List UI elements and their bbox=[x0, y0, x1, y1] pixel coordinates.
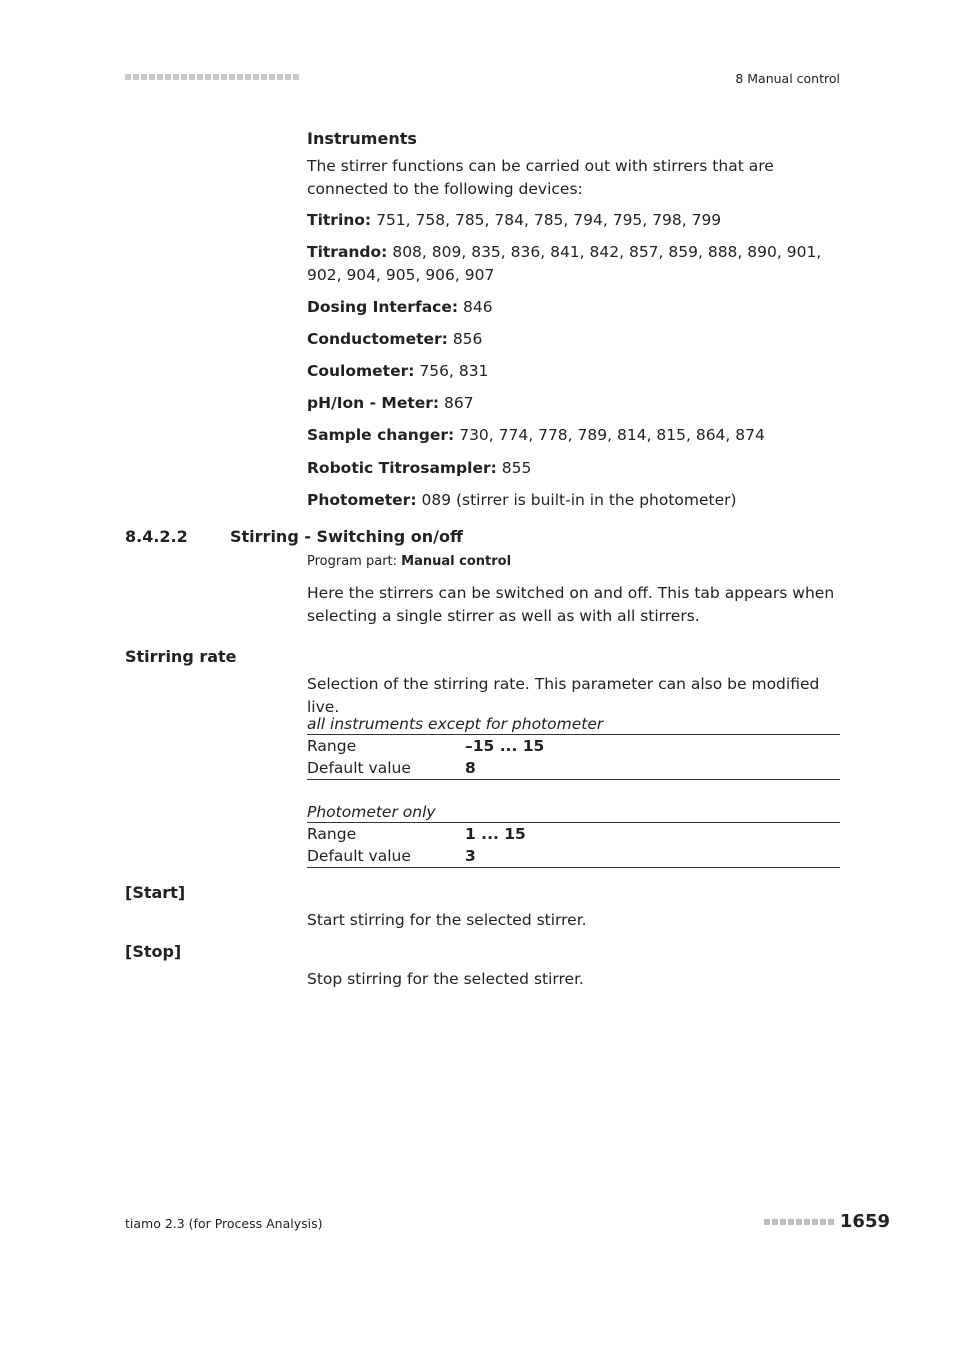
table-key: Default value bbox=[307, 847, 411, 865]
table-value: 8 bbox=[465, 759, 476, 777]
instruments-intro: The stirrer functions can be carried out with stirrers that are connected to the following devices: bbox=[307, 157, 774, 198]
header-decoration bbox=[125, 74, 299, 82]
device-item bbox=[307, 328, 840, 351]
device-item bbox=[307, 209, 840, 232]
device-value: 751, 758, 785, 784, 785, 794, 795, 798, 799 bbox=[376, 211, 722, 229]
device-label: Conductometer: bbox=[307, 330, 448, 348]
chapter-title: 8 Manual control bbox=[735, 71, 840, 86]
device-value: 730, 774, 778, 789, 814, 815, 864, 874 bbox=[459, 426, 765, 444]
table-row bbox=[307, 845, 840, 868]
device-label: pH/Ion - Meter: bbox=[307, 394, 440, 412]
table-value: 3 bbox=[465, 847, 476, 865]
device-label: Sample changer: bbox=[307, 426, 455, 444]
program-part-label: Program part: bbox=[307, 554, 398, 569]
stirring-rate-heading: Stirring rate bbox=[125, 647, 237, 666]
table-key: Range bbox=[307, 825, 357, 843]
device-label: Titrino: bbox=[307, 211, 372, 229]
table-key: Range bbox=[307, 737, 357, 755]
device-label: Dosing Interface: bbox=[307, 298, 459, 316]
device-value: 867 bbox=[444, 394, 474, 412]
device-value: 855 bbox=[501, 459, 532, 477]
section-title: Stirring - Switching on/off bbox=[230, 527, 463, 546]
device-item bbox=[307, 457, 840, 480]
table-value: –15 ... 15 bbox=[465, 737, 545, 755]
device-value: 856 bbox=[452, 330, 483, 348]
device-value: 846 bbox=[463, 298, 493, 316]
device-item bbox=[307, 241, 840, 286]
device-label: Robotic Titrosampler: bbox=[307, 459, 497, 477]
table-caption: all instruments except for photometer bbox=[307, 715, 840, 735]
device-item bbox=[307, 424, 840, 447]
table-value: 1 ... 15 bbox=[465, 825, 526, 843]
stop-description: Stop stirring for the selected stirrer. bbox=[307, 970, 584, 988]
start-description: Start stirring for the selected stirrer. bbox=[307, 911, 587, 929]
table-key: Default value bbox=[307, 759, 411, 777]
device-value: 089 (stirrer is built-in in the photometer) bbox=[421, 491, 737, 509]
section-number: 8.4.2.2 bbox=[125, 527, 188, 546]
table-row bbox=[307, 757, 840, 780]
table-row bbox=[307, 823, 840, 845]
device-value: 808, 809, 835, 836, 841, 842, 857, 859, 888, 890, 901, 902, 904, 905, 906, 907 bbox=[307, 243, 822, 284]
table-row bbox=[307, 735, 840, 757]
parameter-table bbox=[307, 715, 840, 780]
instruments-heading: Instruments bbox=[307, 129, 417, 148]
device-item bbox=[307, 360, 840, 383]
program-part-value: Manual control bbox=[401, 554, 512, 569]
footer-page bbox=[764, 1211, 890, 1232]
device-label: Coulometer: bbox=[307, 362, 415, 380]
parameter-table bbox=[307, 803, 840, 868]
device-label: Titrando: bbox=[307, 243, 388, 261]
device-value: 756, 831 bbox=[419, 362, 489, 380]
section-intro: Here the stirrers can be switched on and off. This tab appears when selecting a single stirrer as well as with all stirrers. bbox=[307, 584, 835, 625]
page-number: 1659 bbox=[839, 1211, 890, 1232]
device-item bbox=[307, 392, 840, 415]
stirring-rate-description: Selection of the stirring rate. This parameter can also be modified live. bbox=[307, 675, 820, 716]
footer-decoration bbox=[764, 1219, 834, 1225]
device-label: Photometer: bbox=[307, 491, 417, 509]
program-part bbox=[307, 554, 511, 569]
stop-heading: [Stop] bbox=[125, 942, 182, 961]
table-caption: Photometer only bbox=[307, 803, 840, 823]
footer-product: tiamo 2.3 (for Process Analysis) bbox=[125, 1216, 323, 1231]
start-heading: [Start] bbox=[125, 883, 186, 902]
device-item bbox=[307, 489, 840, 512]
device-item bbox=[307, 296, 840, 319]
